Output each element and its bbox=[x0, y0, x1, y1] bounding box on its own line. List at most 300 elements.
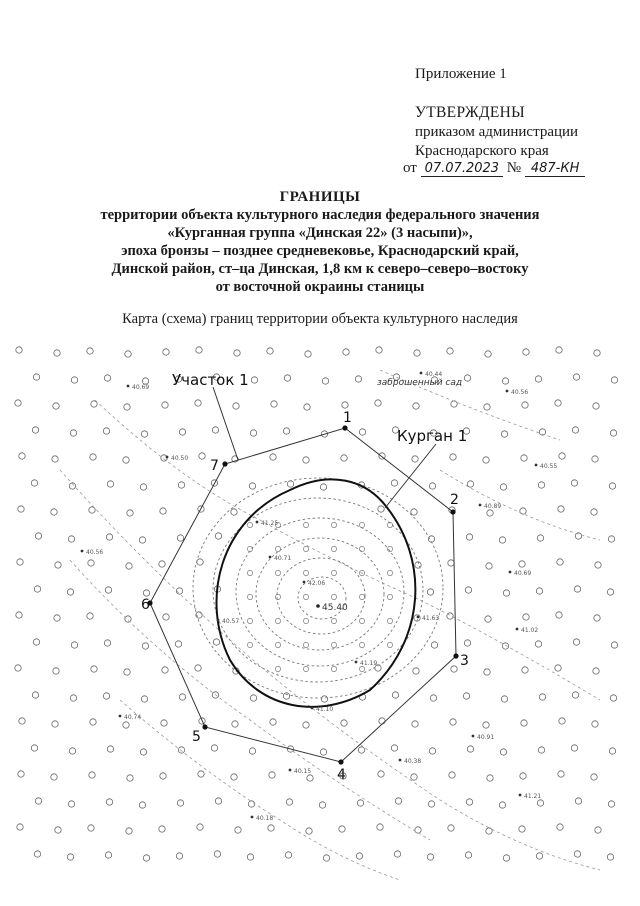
tree-circle bbox=[139, 802, 145, 808]
tree-circle bbox=[275, 546, 280, 551]
tree-circle bbox=[18, 506, 24, 512]
tree-circle bbox=[251, 377, 257, 383]
title-line-5: от восточной окраины станицы bbox=[215, 279, 425, 295]
tree-circle bbox=[16, 347, 22, 353]
tree-circle bbox=[67, 589, 73, 595]
tree-circle bbox=[198, 771, 204, 777]
tree-circle bbox=[484, 404, 490, 410]
tree-circle bbox=[17, 824, 23, 830]
boundary-point-number: 1 bbox=[343, 410, 352, 426]
elevation-marks bbox=[81, 371, 558, 822]
title-line-1: территории объекта культурного наследия федерального значения bbox=[100, 207, 540, 223]
tree-circle bbox=[331, 570, 336, 575]
tree-circle bbox=[250, 430, 256, 436]
tree-circle bbox=[501, 696, 507, 702]
tree-circle bbox=[448, 825, 454, 831]
tree-circle bbox=[535, 641, 541, 647]
tree-circle bbox=[270, 719, 276, 725]
tree-circle bbox=[556, 612, 562, 618]
tree-circle bbox=[394, 851, 400, 857]
tree-circle bbox=[607, 589, 613, 595]
tree-circle bbox=[91, 401, 97, 407]
tree-circle bbox=[555, 665, 561, 671]
boundary-point-marker bbox=[338, 759, 343, 764]
tree-circle bbox=[231, 774, 237, 780]
tree-circle bbox=[538, 747, 544, 753]
boundary-point-marker bbox=[450, 509, 455, 514]
tree-circle bbox=[303, 618, 308, 623]
tree-circle bbox=[520, 773, 526, 779]
tree-circle bbox=[159, 826, 165, 832]
tree-circle bbox=[558, 771, 564, 777]
tree-circle bbox=[571, 480, 577, 486]
tree-circle bbox=[197, 824, 203, 830]
tree-circle bbox=[87, 348, 93, 354]
tree-circle bbox=[387, 594, 392, 599]
tree-circle bbox=[177, 800, 183, 806]
tree-circle bbox=[15, 400, 21, 406]
tree-circle bbox=[160, 773, 166, 779]
boundary-point-marker bbox=[342, 425, 347, 430]
tree-circle bbox=[607, 854, 613, 860]
tree-circle bbox=[592, 721, 598, 727]
elevation-dot bbox=[256, 521, 259, 524]
tree-circle bbox=[106, 534, 112, 540]
tree-circle bbox=[464, 375, 470, 381]
center-benchmark bbox=[316, 604, 320, 608]
elevation-value: 40.18 bbox=[256, 815, 274, 822]
tree-circle bbox=[359, 429, 365, 435]
tree-circle bbox=[177, 535, 183, 541]
tree-circle bbox=[359, 642, 364, 647]
tree-circle bbox=[609, 483, 615, 489]
approval-date-line bbox=[403, 160, 585, 177]
tree-circle bbox=[356, 853, 362, 859]
tree-circle bbox=[303, 570, 308, 575]
tree-circle bbox=[235, 827, 241, 833]
tree-circle bbox=[535, 376, 541, 382]
tree-circle bbox=[199, 453, 205, 459]
tree-circle bbox=[557, 559, 563, 565]
tree-circle bbox=[195, 665, 201, 671]
tree-circle bbox=[104, 375, 110, 381]
tree-circle bbox=[395, 798, 401, 804]
tree-circle bbox=[412, 721, 418, 727]
elevation-value: 41.19 bbox=[360, 660, 378, 667]
tree-circle bbox=[331, 666, 336, 671]
tree-circle bbox=[331, 642, 336, 647]
tree-circle bbox=[537, 800, 543, 806]
tree-circle bbox=[175, 641, 181, 647]
tree-circle bbox=[466, 799, 472, 805]
elevation-value: 40.57 bbox=[222, 618, 240, 625]
tree-circle bbox=[90, 454, 96, 460]
tree-circle bbox=[321, 696, 327, 702]
approval-line-region: Краснодарского края bbox=[415, 143, 549, 159]
tree-circle bbox=[427, 854, 433, 860]
tree-circle bbox=[31, 480, 37, 486]
label-area-1: Участок 1 bbox=[172, 371, 249, 389]
tree-circle bbox=[51, 774, 57, 780]
tree-circle bbox=[127, 510, 133, 516]
mound-boundary bbox=[217, 479, 416, 707]
tree-circle bbox=[594, 350, 600, 356]
tree-circle bbox=[522, 402, 528, 408]
tree-circle bbox=[54, 615, 60, 621]
tree-circle bbox=[411, 509, 417, 515]
elevation-value: 41.25 bbox=[261, 520, 279, 527]
elevation-dot bbox=[127, 385, 130, 388]
tree-circle bbox=[213, 639, 219, 645]
tree-circle bbox=[247, 854, 253, 860]
tree-circle bbox=[140, 749, 146, 755]
tree-circle bbox=[197, 559, 203, 565]
elevation-dot bbox=[81, 550, 84, 553]
tree-circle bbox=[104, 640, 110, 646]
tree-circle bbox=[378, 771, 384, 777]
tree-circle bbox=[486, 563, 492, 569]
tree-circle bbox=[17, 559, 23, 565]
boundary-point-number: 5 bbox=[192, 729, 201, 745]
tree-circle bbox=[320, 749, 326, 755]
tree-circle bbox=[52, 721, 58, 727]
elevation-value: 40.56 bbox=[511, 389, 529, 396]
elevation-value: 41.63 bbox=[422, 615, 440, 622]
tree-circle bbox=[539, 694, 545, 700]
tree-circle bbox=[467, 746, 473, 752]
tree-circle bbox=[105, 852, 111, 858]
tree-circle bbox=[503, 855, 509, 861]
tree-circle bbox=[33, 374, 39, 380]
tree-circle bbox=[140, 484, 146, 490]
tree-circle bbox=[268, 825, 274, 831]
elevation-value: 41.02 bbox=[521, 627, 539, 634]
tree-circle bbox=[378, 506, 384, 512]
tree-circle bbox=[162, 402, 168, 408]
date-prefix: от bbox=[403, 160, 417, 176]
tree-circle bbox=[609, 748, 615, 754]
elevation-value: 40.71 bbox=[274, 555, 292, 562]
tree-circle bbox=[610, 695, 616, 701]
tree-circle bbox=[247, 594, 252, 599]
tree-circle bbox=[284, 375, 290, 381]
tree-circle bbox=[70, 430, 76, 436]
elevation-dot bbox=[251, 816, 254, 819]
tree-circle bbox=[68, 536, 74, 542]
tree-circle bbox=[303, 546, 308, 551]
tree-circle bbox=[608, 536, 614, 542]
tree-circle bbox=[125, 616, 131, 622]
elevation-value: 42.06 bbox=[308, 580, 326, 587]
tree-circle bbox=[35, 798, 41, 804]
tree-circle bbox=[319, 802, 325, 808]
tree-circle bbox=[359, 594, 364, 599]
tree-circle bbox=[501, 431, 507, 437]
approval-date: 07.07.2023 bbox=[421, 161, 503, 177]
tree-circle bbox=[487, 775, 493, 781]
tree-circle bbox=[125, 351, 131, 357]
tree-circle bbox=[126, 828, 132, 834]
tree-circle bbox=[341, 720, 347, 726]
tree-circle bbox=[557, 824, 563, 830]
tree-circle bbox=[124, 404, 130, 410]
tree-circle bbox=[287, 481, 293, 487]
tree-circle bbox=[51, 509, 57, 515]
tree-circle bbox=[339, 826, 345, 832]
tree-circle bbox=[53, 403, 59, 409]
elevation-value: 40.74 bbox=[124, 714, 142, 721]
tree-circle bbox=[31, 745, 37, 751]
tree-circle bbox=[178, 482, 184, 488]
tree-circle bbox=[107, 746, 113, 752]
tree-circle bbox=[575, 798, 581, 804]
tree-circle bbox=[303, 666, 308, 671]
tree-circle bbox=[248, 801, 254, 807]
tree-circle bbox=[591, 774, 597, 780]
tree-circle bbox=[555, 400, 561, 406]
tree-circle bbox=[523, 614, 529, 620]
tree-circle bbox=[247, 570, 252, 575]
label-abandoned-garden: заброшенный сад bbox=[377, 378, 463, 388]
tree-circle bbox=[573, 639, 579, 645]
tree-circle bbox=[123, 457, 129, 463]
tree-circle bbox=[331, 546, 336, 551]
map-caption: Карта (схема) границ территории объекта культурного наследия bbox=[122, 311, 518, 327]
tree-circle bbox=[357, 800, 363, 806]
tree-circle bbox=[69, 748, 75, 754]
tree-circle bbox=[429, 748, 435, 754]
tree-circle bbox=[429, 483, 435, 489]
tree-circle bbox=[375, 400, 381, 406]
tree-circle bbox=[34, 586, 40, 592]
tree-circle bbox=[503, 590, 509, 596]
tree-circle bbox=[160, 508, 166, 514]
tree-circle bbox=[485, 616, 491, 622]
tree-circle bbox=[53, 668, 59, 674]
protection-zone-boundary bbox=[150, 428, 456, 762]
tree-circle bbox=[500, 749, 506, 755]
tree-circle bbox=[127, 775, 133, 781]
elevation-value: 40.50 bbox=[171, 455, 189, 462]
tree-circle bbox=[306, 828, 312, 834]
appendix-label: Приложение 1 bbox=[415, 66, 507, 82]
elevation-value: 41.21 bbox=[524, 793, 542, 800]
tree-circle bbox=[414, 350, 420, 356]
tree-circle bbox=[139, 537, 145, 543]
tree-circle bbox=[595, 562, 601, 568]
tree-circle bbox=[141, 696, 147, 702]
tree-circle bbox=[556, 347, 562, 353]
tree-circle bbox=[608, 801, 614, 807]
approval-number: 487-КН bbox=[525, 161, 586, 177]
tree-circle bbox=[465, 587, 471, 593]
tree-circle bbox=[303, 522, 308, 527]
title-line-3: эпоха бронзы – позднее средневековье, Краснодарский край, bbox=[121, 243, 519, 259]
elevation-dot bbox=[355, 661, 358, 664]
tree-circle bbox=[448, 560, 454, 566]
tree-circle bbox=[304, 404, 310, 410]
tree-circle bbox=[179, 694, 185, 700]
tree-circle bbox=[87, 613, 93, 619]
elevation-value: 41.10 bbox=[316, 706, 334, 713]
boundary-point-number: 6 bbox=[141, 597, 150, 613]
tree-circle bbox=[521, 455, 527, 461]
tree-circle bbox=[89, 772, 95, 778]
tree-circle bbox=[307, 775, 313, 781]
tree-circle bbox=[250, 695, 256, 701]
tree-circle bbox=[214, 851, 220, 857]
tree-circle bbox=[68, 801, 74, 807]
tree-circle bbox=[163, 614, 169, 620]
tree-circle bbox=[391, 480, 397, 486]
tree-circle bbox=[320, 484, 326, 490]
tree-circle bbox=[359, 522, 364, 527]
tree-circle bbox=[55, 827, 61, 833]
tree-circle bbox=[19, 453, 25, 459]
tree-circle bbox=[275, 594, 280, 599]
tree-circle bbox=[32, 692, 38, 698]
tree-circle bbox=[303, 642, 308, 647]
elevation-value: 40.55 bbox=[540, 463, 558, 470]
tree-circle bbox=[387, 570, 392, 575]
elevation-dot bbox=[479, 504, 482, 507]
tree-circle bbox=[275, 666, 280, 671]
tree-circle bbox=[32, 427, 38, 433]
tree-circle bbox=[234, 350, 240, 356]
tree-circle bbox=[283, 693, 289, 699]
tree-circle bbox=[487, 510, 493, 516]
tree-circle bbox=[142, 643, 148, 649]
elevation-dot bbox=[417, 616, 420, 619]
tree-circle bbox=[342, 402, 348, 408]
tree-circle bbox=[285, 852, 291, 858]
tree-circle bbox=[215, 798, 221, 804]
tree-circle bbox=[387, 618, 392, 623]
tree-circle bbox=[233, 403, 239, 409]
tree-circle bbox=[572, 427, 578, 433]
tree-circle bbox=[465, 852, 471, 858]
tree-circle bbox=[519, 826, 525, 832]
tree-circle bbox=[574, 586, 580, 592]
tree-circle bbox=[71, 377, 77, 383]
tree-circle bbox=[502, 643, 508, 649]
tree-circle bbox=[107, 481, 113, 487]
elevation-dot bbox=[269, 556, 272, 559]
elevation-value: 40.69 bbox=[132, 384, 150, 391]
title-main: ГРАНИЦЫ bbox=[279, 189, 361, 205]
elevation-dot bbox=[516, 628, 519, 631]
tree-circle bbox=[212, 427, 218, 433]
tree-circle bbox=[124, 669, 130, 675]
tree-circle bbox=[358, 747, 364, 753]
tree-circle bbox=[412, 456, 418, 462]
tree-circle bbox=[286, 799, 292, 805]
tree-circle bbox=[485, 351, 491, 357]
boundary-point-number: 4 bbox=[337, 767, 346, 783]
tree-circle bbox=[90, 719, 96, 725]
tree-circle bbox=[574, 851, 580, 857]
boundary-points bbox=[141, 410, 469, 783]
tree-circle bbox=[343, 349, 349, 355]
tree-circle bbox=[451, 401, 457, 407]
terrain-dashed-lines bbox=[60, 370, 600, 880]
tree-circle bbox=[592, 456, 598, 462]
tree-circle bbox=[247, 522, 252, 527]
tree-circle bbox=[538, 482, 544, 488]
boundary-point-marker bbox=[202, 724, 207, 729]
approval-line-order: приказом администрации bbox=[415, 124, 579, 140]
tree-circle bbox=[143, 590, 149, 596]
tree-circle bbox=[594, 615, 600, 621]
elevation-dot bbox=[472, 735, 475, 738]
tree-circle bbox=[270, 454, 276, 460]
elevation-value: 40.69 bbox=[514, 570, 532, 577]
tree-circle bbox=[70, 695, 76, 701]
tree-circle bbox=[428, 801, 434, 807]
tree-circle bbox=[123, 722, 129, 728]
tree-circle bbox=[359, 618, 364, 623]
elevation-dot bbox=[519, 794, 522, 797]
tree-circle bbox=[35, 533, 41, 539]
tree-circle bbox=[391, 745, 397, 751]
tree-circle bbox=[249, 748, 255, 754]
tree-circle bbox=[376, 347, 382, 353]
tree-circle bbox=[483, 722, 489, 728]
tree-circle bbox=[537, 535, 543, 541]
elevation-dot bbox=[506, 390, 509, 393]
tree-circle bbox=[196, 347, 202, 353]
number-sign: № bbox=[506, 160, 522, 176]
tree-circle bbox=[466, 534, 472, 540]
elevation-dot bbox=[166, 456, 169, 459]
title-line-4: Динской район, ст–ца Динская, 1,8 км к северо–северо–востоку bbox=[111, 261, 529, 277]
elevation-dot bbox=[303, 581, 306, 584]
tree-circle bbox=[91, 666, 97, 672]
tree-circle bbox=[247, 618, 252, 623]
tree-circle bbox=[322, 378, 328, 384]
tree-circle bbox=[430, 695, 436, 701]
tree-circle bbox=[331, 522, 336, 527]
tree-circle bbox=[19, 718, 25, 724]
tree-circle bbox=[267, 348, 273, 354]
elevation-dot bbox=[399, 759, 402, 762]
tree-circle bbox=[467, 481, 473, 487]
document-title bbox=[40, 188, 600, 296]
tree-circle bbox=[595, 827, 601, 833]
tree-circle bbox=[486, 828, 492, 834]
tree-circle bbox=[303, 594, 308, 599]
tree-circle bbox=[500, 484, 506, 490]
tree-circle bbox=[15, 665, 21, 671]
tree-circle bbox=[305, 351, 311, 357]
tree-circle bbox=[571, 745, 577, 751]
boundary-point-marker bbox=[453, 653, 458, 658]
tree-circle bbox=[359, 666, 364, 671]
tree-circle bbox=[536, 588, 542, 594]
tree-circle bbox=[536, 853, 542, 859]
tree-circle bbox=[176, 853, 182, 859]
tree-circle bbox=[195, 400, 201, 406]
tree-circle bbox=[483, 457, 489, 463]
tree-circle bbox=[523, 349, 529, 355]
tree-circle bbox=[522, 667, 528, 673]
tree-circle bbox=[428, 536, 434, 542]
elevation-value: 40.44 bbox=[425, 371, 443, 378]
tree-circle bbox=[341, 455, 347, 461]
tree-circle bbox=[521, 720, 527, 726]
tree-circle bbox=[71, 642, 77, 648]
tree-circle bbox=[331, 618, 336, 623]
